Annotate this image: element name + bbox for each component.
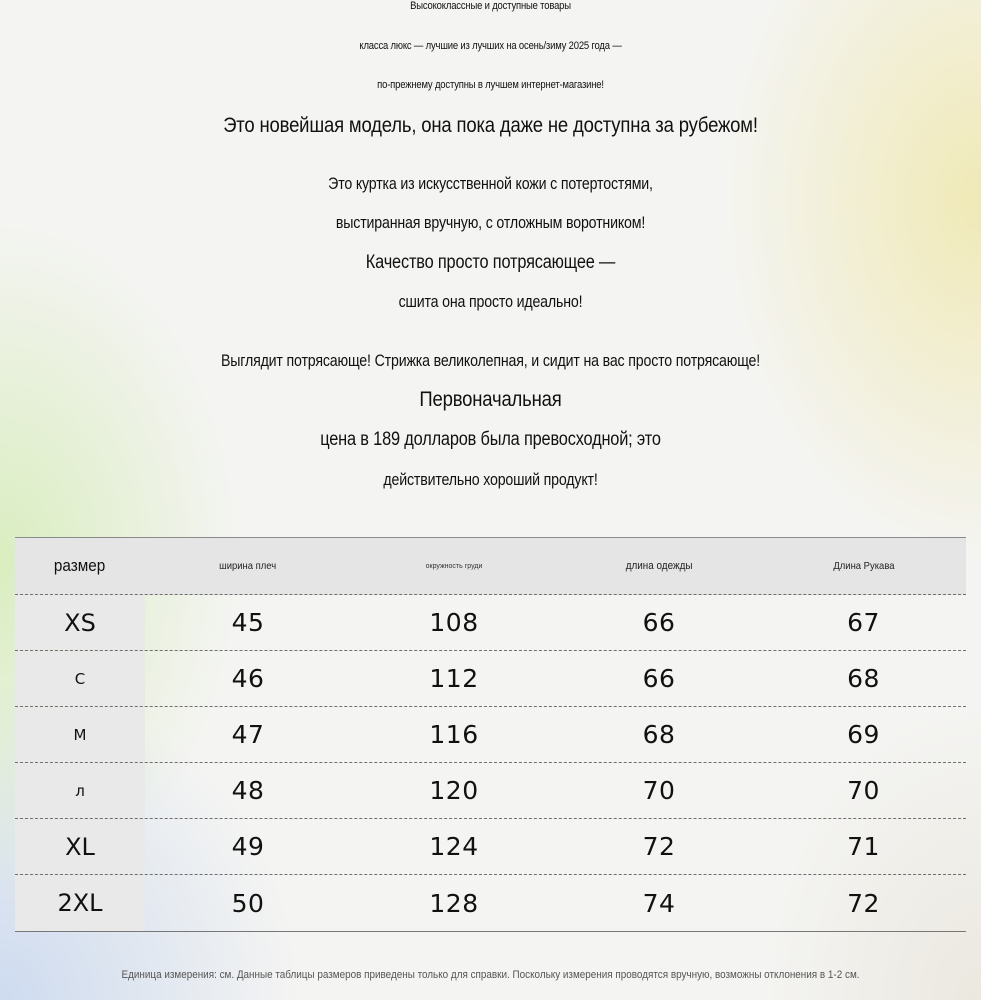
size-label: л: [75, 781, 85, 800]
chest-cell: [351, 707, 557, 762]
size-label-cell: [15, 595, 145, 650]
sleeve-value: 70: [847, 776, 880, 805]
shoulder-value: 50: [231, 888, 265, 918]
sleeve-value: 72: [847, 888, 880, 918]
sleeve-cell: [761, 763, 966, 818]
header-size-cell: [15, 538, 145, 594]
length-value: 74: [642, 888, 676, 918]
sleeve-cell: [761, 595, 966, 650]
chest-cell: [351, 651, 557, 706]
intro-line-12: действительно хороший продукт!: [383, 471, 598, 489]
table-row: [15, 595, 966, 651]
chest-cell: [351, 595, 557, 650]
chest-value: 116: [429, 720, 479, 749]
length-value: 70: [642, 776, 676, 805]
chest-value: 124: [429, 832, 479, 861]
table-row: [15, 707, 966, 763]
size-label: М: [73, 725, 87, 744]
shoulder-cell: [145, 595, 351, 650]
sleeve-cell: [761, 651, 966, 706]
size-label-cell: [15, 707, 145, 762]
header-chest: окружность груди: [425, 562, 483, 570]
header-sleeve-cell: [761, 538, 966, 594]
length-cell: [557, 651, 761, 706]
chest-value: 120: [429, 776, 479, 805]
table-row: [15, 819, 966, 875]
sleeve-value: 69: [847, 720, 880, 749]
size-label-cell: [15, 763, 145, 818]
shoulder-value: 45: [231, 608, 265, 637]
size-label: 2XL: [57, 889, 103, 917]
chest-cell: [351, 763, 557, 818]
chest-value: 112: [429, 664, 479, 693]
header-length-cell: [557, 538, 761, 594]
shoulder-cell: [145, 819, 351, 874]
sleeve-value: 68: [847, 664, 880, 693]
shoulder-cell: [145, 651, 351, 706]
shoulder-cell: [145, 707, 351, 762]
intro-line-9: Выглядит потрясающе! Стрижка великолепная, и сидит на вас просто потрясающе!: [220, 352, 761, 370]
table-row: [15, 651, 966, 707]
length-cell: [557, 875, 761, 931]
sleeve-value: 71: [847, 832, 880, 861]
sleeve-cell: [761, 707, 966, 762]
size-label-cell: [15, 875, 145, 931]
intro-line-11: цена в 189 долларов была превосходной; это: [320, 429, 661, 450]
intro-line-1: Высококлассные и доступные товары: [410, 0, 571, 12]
shoulder-value: 47: [231, 720, 265, 749]
header-shoulder: ширина плеч: [219, 560, 277, 572]
length-cell: [557, 595, 761, 650]
size-label-cell: [15, 819, 145, 874]
shoulder-value: 49: [231, 832, 265, 861]
sleeve-cell: [761, 875, 966, 931]
intro-line-2: класса люкс — лучшие из лучших на осень/зиму 2025 года —: [359, 40, 622, 52]
intro-line-8: сшита она просто идеально!: [398, 293, 583, 311]
sleeve-cell: [761, 819, 966, 874]
table-row: [15, 875, 966, 931]
intro-line-5: Это куртка из искусственной кожи с потертостями,: [328, 175, 653, 193]
chest-cell: [351, 875, 557, 931]
size-chart-table: [15, 537, 966, 932]
length-value: 68: [642, 720, 676, 749]
chest-value: 108: [429, 608, 479, 637]
length-value: 72: [642, 832, 676, 861]
size-label-cell: [15, 651, 145, 706]
intro-line-6: выстиранная вручную, с отложным воротником!: [335, 214, 646, 232]
header-shoulder-cell: [145, 538, 351, 594]
shoulder-cell: [145, 763, 351, 818]
header-length: длина одежды: [625, 560, 693, 572]
length-value: 66: [642, 664, 676, 693]
shoulder-value: 46: [231, 664, 265, 693]
header-sleeve: Длина Рукава: [832, 560, 895, 572]
sleeve-value: 67: [847, 608, 880, 637]
length-value: 66: [642, 608, 676, 637]
size-label: С: [74, 669, 86, 688]
length-cell: [557, 707, 761, 762]
table-row: [15, 763, 966, 819]
shoulder-cell: [145, 875, 351, 931]
chest-value: 128: [429, 888, 479, 918]
size-label: XL: [65, 832, 95, 861]
intro-line-10: Первоначальная: [419, 387, 562, 411]
measurement-footnote: Единица измерения: см. Данные таблицы размеров приведены только для справки. Поскольку измерения проводятся вручную, возможны отклонения в 1-2 см.: [121, 969, 860, 981]
table-header-row: [15, 538, 966, 595]
intro-line-7: Качество просто потрясающее —: [365, 252, 616, 273]
chest-cell: [351, 819, 557, 874]
length-cell: [557, 763, 761, 818]
header-size: размер: [54, 556, 106, 575]
intro-line-3: по-прежнему доступны в лучшем интернет-магазине!: [377, 79, 604, 91]
header-chest-cell: [351, 538, 557, 594]
size-label: XS: [64, 608, 96, 637]
length-cell: [557, 819, 761, 874]
shoulder-value: 48: [231, 776, 265, 805]
intro-headline: Это новейшая модель, она пока даже не доступна за рубежом!: [223, 113, 758, 137]
